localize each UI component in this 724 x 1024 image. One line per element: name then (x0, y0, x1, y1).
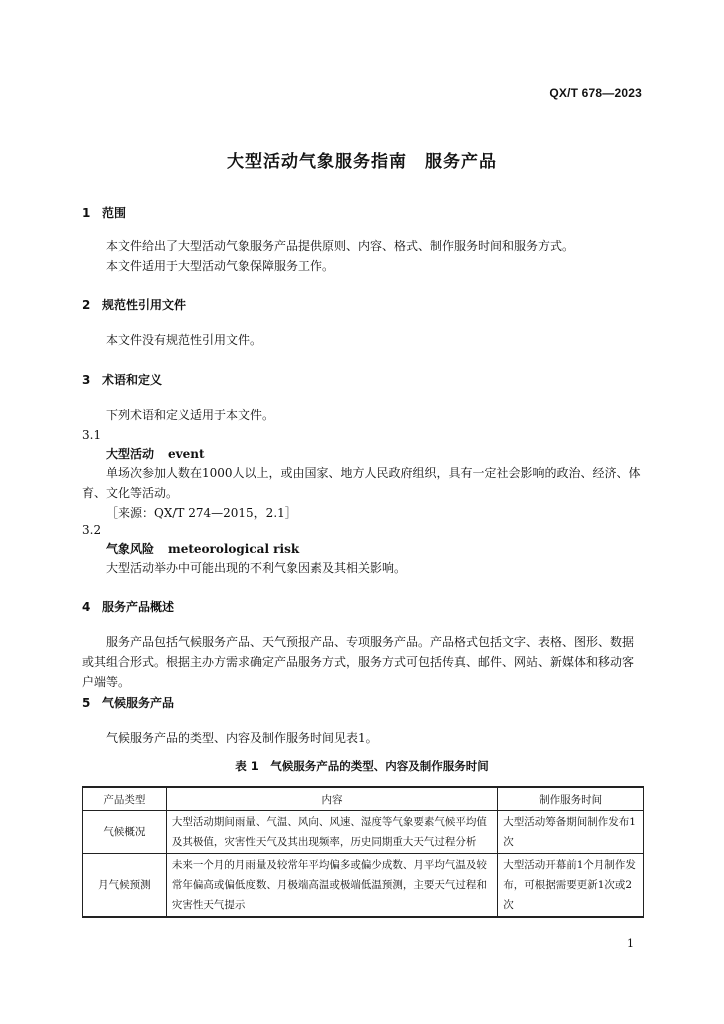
section-number: 1 (82, 206, 91, 220)
paragraph: 本文件适用于大型活动气象保障服务工作。 (106, 259, 335, 273)
paragraph: 本文件没有规范性引用文件。 (106, 333, 263, 347)
section-title: 气候服务产品 (102, 696, 175, 710)
page-number: 1 (627, 937, 634, 950)
term-heading (106, 445, 205, 462)
table-cell: 大型活动期间雨量、气温、风向、风速、湿度等气象要素气候平均值及其极值，灾害性天气及其出现频率，历史同期重大天气过程分析 (166, 811, 497, 854)
section-title: 服务产品概述 (102, 600, 175, 614)
table-row (83, 811, 644, 854)
climate-products-table (82, 786, 644, 918)
table-caption: 表 1 气候服务产品的类型、内容及制作服务时间 (235, 759, 489, 773)
section-3-heading (82, 371, 162, 388)
term-en: event (168, 447, 205, 461)
term-number: 3.2 (82, 523, 102, 537)
section-number: 3 (82, 373, 91, 387)
term-zh: 气象风险 (106, 542, 155, 556)
table-cell: 未来一个月的月雨量及较常年平均偏多或偏少成数、月平均气温及较常年偏高或偏低度数、月极端高温或极端低温预测，主要天气过程和灾害性天气提示 (166, 854, 497, 918)
paragraph: 下列术语和定义适用于本文件。 (106, 408, 275, 422)
table-header-row (83, 787, 644, 811)
term-definition: 大型活动举办中可能出现的不利气象因素及其相关影响。 (106, 561, 407, 575)
table-row (83, 854, 644, 918)
term-definition: 单场次参加人数在1000人以上，或由国家、地方人民政府组织，具有一定社会影响的政治、经济、体育、文化等活动。 (82, 466, 641, 500)
document-id: QX/T 678—2023 (549, 86, 642, 100)
section-5-heading (82, 694, 174, 711)
column-header: 内容 (166, 787, 497, 811)
term-heading (106, 540, 299, 557)
term-en: meteorological risk (168, 542, 300, 556)
term-source: ［来源：QX/T 274—2015，2.1］ (106, 506, 297, 520)
paragraph: 本文件给出了大型活动气象服务产品提供原则、内容、格式、制作服务时间和服务方式。 (106, 239, 575, 253)
section-number: 5 (82, 696, 91, 710)
page-title: 大型活动气象服务指南 服务产品 (227, 152, 497, 172)
section-title: 术语和定义 (102, 373, 163, 387)
term-number: 3.1 (82, 428, 102, 442)
table-cell: 大型活动筹备期间制作发布1次 (498, 811, 644, 854)
section-1-heading (82, 204, 126, 221)
section-2-heading (82, 296, 186, 313)
table-cell: 月气候预测 (83, 854, 167, 918)
section-number: 4 (82, 600, 91, 614)
column-header: 产品类型 (83, 787, 167, 811)
column-header: 制作服务时间 (498, 787, 644, 811)
section-number: 2 (82, 298, 91, 312)
paragraph: 服务产品包括气候服务产品、天气预报产品、专项服务产品。产品格式包括文字、表格、图形、数据或其组合形式。根据主办方需求确定产品服务方式，服务方式可包括传真、邮件、网站、新媒体和移动客户端等。 (82, 635, 635, 689)
table-cell: 气候概况 (83, 811, 167, 854)
section-title: 范围 (102, 206, 127, 220)
section-title: 规范性引用文件 (102, 298, 187, 312)
term-zh: 大型活动 (106, 447, 155, 461)
section-4-heading (82, 598, 174, 615)
paragraph: 气候服务产品的类型、内容及制作服务时间见表1。 (106, 731, 378, 745)
table-cell: 大型活动开幕前1个月制作发布，可根据需要更新1次或2次 (498, 854, 644, 918)
